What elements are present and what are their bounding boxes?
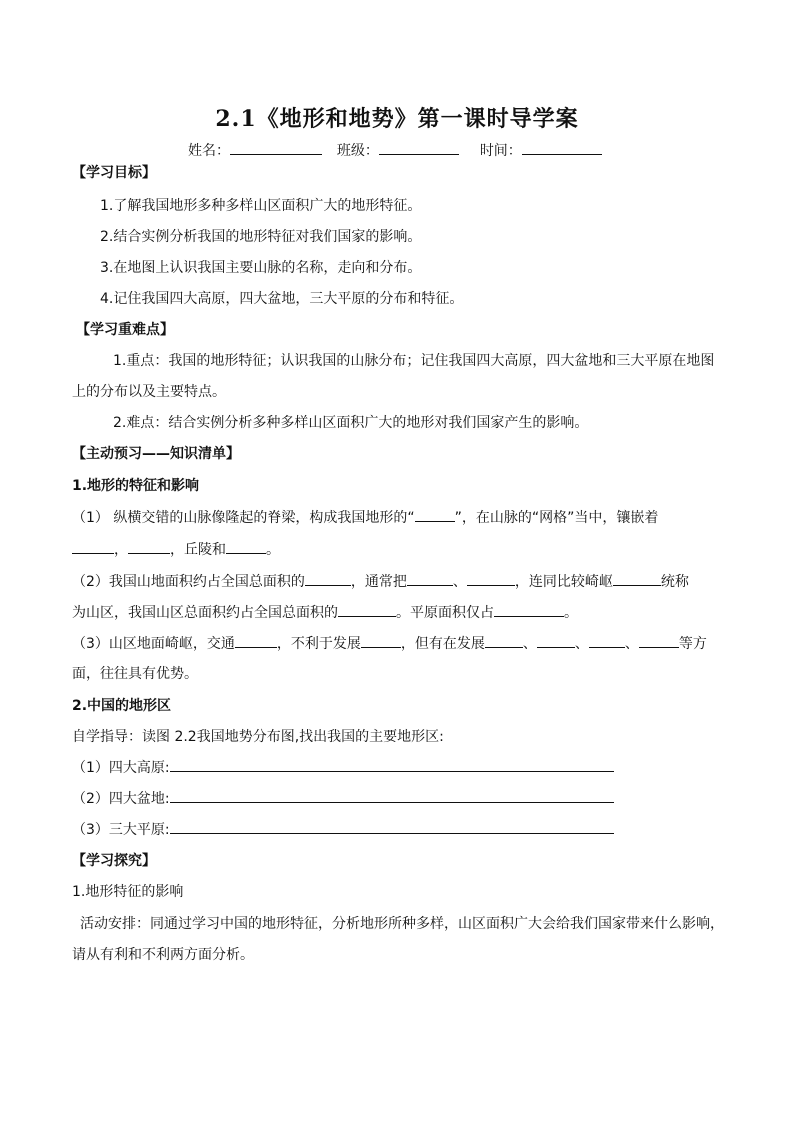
goal-item: 4.记住我国四大高原，四大盆地，三大平原的分布和特征。 <box>100 291 464 307</box>
answer-blank[interactable] <box>613 573 661 586</box>
class-blank[interactable] <box>379 140 459 155</box>
question-text: ， <box>114 542 128 558</box>
answer-blank[interactable] <box>72 541 114 554</box>
question-2-line-2 <box>72 603 578 623</box>
question-text: 统称 <box>660 574 689 590</box>
answer-blank[interactable] <box>361 635 401 648</box>
answer-blank[interactable] <box>235 635 277 648</box>
name-label: 姓名： <box>188 143 230 159</box>
explore-header: 【学习探究】 <box>72 853 156 869</box>
question-text: ，丘陵和 <box>170 542 226 558</box>
landform-item-basins <box>72 789 614 809</box>
question-text: （2）我国山地面积约占全国总面积的 <box>72 574 305 590</box>
answer-blank[interactable] <box>305 573 351 586</box>
key-point-1-line-1: 1.重点：我国的地形特征；认识我国的山脉分布；记住我国四大高原，四大盆地和三大平原在地图 <box>113 353 715 369</box>
question-text: 、 <box>574 636 589 652</box>
page-title: 2.1《地形和地势》第一课时导学案 <box>215 106 579 132</box>
time-blank[interactable] <box>522 140 602 155</box>
explore-heading: 1.地形特征的影响 <box>72 884 184 900</box>
question-text: 为山区，我国山区总面积约占全国总面积的 <box>72 605 338 621</box>
landform-label: （2）四大盆地: <box>72 791 170 807</box>
answer-blank[interactable] <box>537 635 575 648</box>
landform-label: （1）四大高原: <box>72 760 170 776</box>
question-1-line-1 <box>72 508 658 528</box>
landform-label: （3）三大平原: <box>72 822 170 838</box>
answer-blank[interactable] <box>226 541 266 554</box>
answer-blank[interactable] <box>407 573 453 586</box>
answer-blank[interactable] <box>128 541 170 554</box>
part2-guide: 自学指导：读图 2.2我国地势分布图,找出我国的主要地形区: <box>72 729 444 745</box>
question-text: 等方 <box>678 636 707 652</box>
question-text: ，通常把 <box>350 574 407 590</box>
landform-item-plateaus <box>72 758 614 778</box>
answer-blank[interactable] <box>467 573 515 586</box>
answer-blank[interactable] <box>170 821 614 834</box>
goal-item: 3.在地图上认识我国主要山脉的名称，走向和分布。 <box>100 260 422 276</box>
question-text: 、 <box>452 574 467 590</box>
question-text: ，连同比较崎岖 <box>514 574 613 590</box>
question-text: 、 <box>624 636 639 652</box>
answer-blank[interactable] <box>485 635 523 648</box>
answer-blank[interactable] <box>415 509 455 522</box>
part2-heading: 2.中国的地形区 <box>72 698 172 714</box>
activity-line-2: 请从有利和不利两方面分析。 <box>72 947 254 963</box>
question-text: 。平原面积仅占 <box>396 605 494 621</box>
time-label: 时间： <box>479 143 522 159</box>
question-text: 、 <box>522 636 537 652</box>
preview-header: 【主动预习——知识清单】 <box>72 446 240 462</box>
goal-item: 2.结合实例分析我国的地形特征对我们国家的影响。 <box>100 229 422 245</box>
key-point-2: 2.难点：结合实例分析多种多样山区面积广大的地形对我们国家产生的影响。 <box>113 415 589 431</box>
question-text: （3）山区地面崎岖，交通 <box>72 636 235 652</box>
activity-line-1: 活动安排：同通过学习中国的地形特征，分析地形所种多样，山区面积广大会给我们国家带来什么影响， <box>80 916 724 932</box>
answer-blank[interactable] <box>170 759 614 772</box>
answer-blank[interactable] <box>338 604 396 617</box>
landform-item-plains <box>72 820 614 840</box>
answer-blank[interactable] <box>170 790 614 803</box>
key-point-1-line-2: 上的分布以及主要特点。 <box>72 384 226 400</box>
goals-header: 【学习目标】 <box>72 165 156 181</box>
question-text: ，但有在发展 <box>400 636 485 652</box>
question-text: （1） 纵横交错的山脉像隆起的脊梁，构成我国地形的“ <box>72 510 415 526</box>
answer-blank[interactable] <box>494 604 564 617</box>
question-text: ，不利于发展 <box>276 636 361 652</box>
question-2-line-1 <box>72 572 689 592</box>
question-text: 。 <box>266 542 280 558</box>
class-label: 班级： <box>336 143 379 159</box>
part1-heading: 1.地形的特征和影响 <box>72 478 200 494</box>
name-blank[interactable] <box>230 140 322 155</box>
question-3-line-2: 面，往往具有优势。 <box>72 666 198 682</box>
key-points-header: 【学习重难点】 <box>76 322 174 338</box>
question-text: ”，在山脉的“网格”当中，镶嵌着 <box>454 510 659 526</box>
question-text: 。 <box>564 605 578 621</box>
question-1-line-2 <box>72 540 280 560</box>
goal-item: 1.了解我国地形多种多样山区面积广大的地形特征。 <box>100 198 422 214</box>
answer-blank[interactable] <box>639 635 679 648</box>
student-info-row <box>188 140 602 160</box>
question-3-line-1 <box>72 634 707 654</box>
answer-blank[interactable] <box>589 635 625 648</box>
